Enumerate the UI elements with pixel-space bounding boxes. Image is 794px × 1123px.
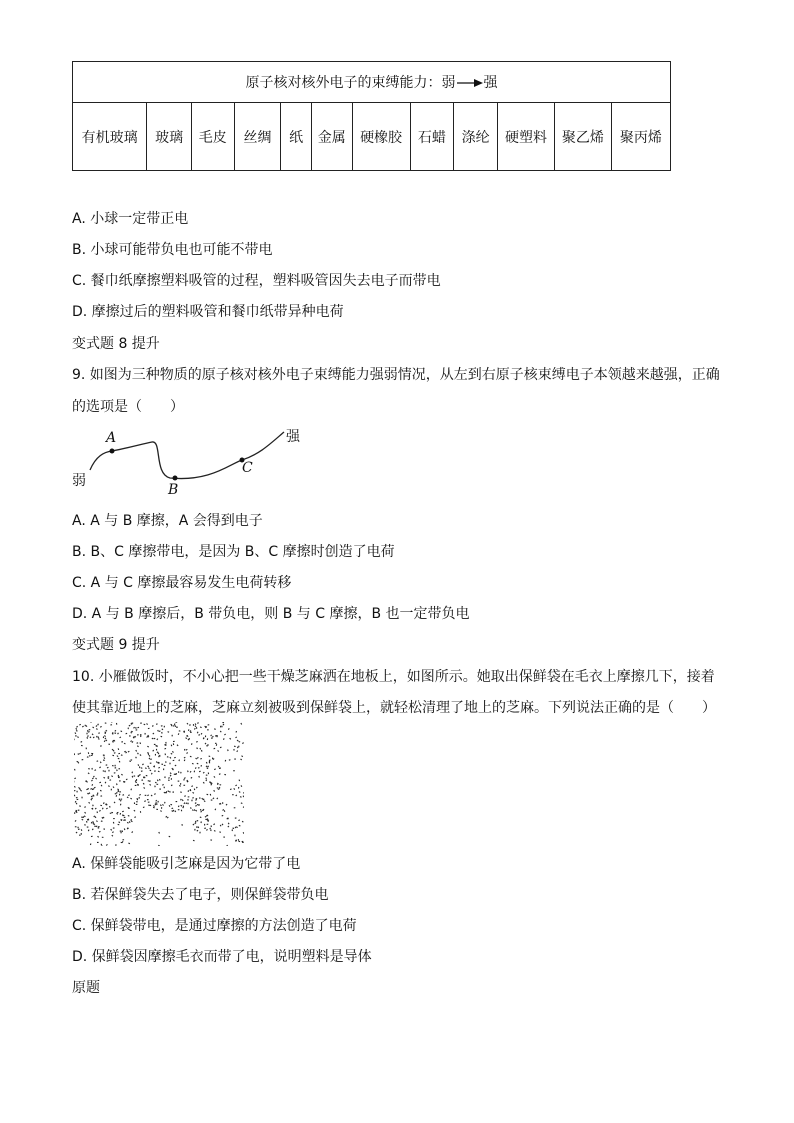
table-header <box>73 62 671 103</box>
binding-strength-figure <box>70 422 310 502</box>
material-cell: 金属 <box>311 103 352 171</box>
original-tag: 原题 <box>72 980 100 996</box>
point-a-marker <box>110 449 115 454</box>
point-c-label: C <box>242 460 253 476</box>
q8-option-d: D. 摩擦过后的塑料吸管和餐巾纸带异种电荷 <box>72 304 344 320</box>
material-cell: 涤纶 <box>454 103 498 171</box>
strong-label: 强 <box>286 429 300 445</box>
material-cell: 毛皮 <box>191 103 234 171</box>
q10-stem-line2: 使其靠近地上的芝麻，芝麻立刻被吸到保鲜袋上，就轻松清理了地上的芝麻。下列说法正确的是（ ） <box>72 700 716 716</box>
q10-option-a: A. 保鲜袋能吸引芝麻是因为它带了电 <box>72 856 301 872</box>
q10-option-c: C. 保鲜袋带电，是通过摩擦的方法创造了电荷 <box>72 918 357 934</box>
q8-option-a: A. 小球一定带正电 <box>72 211 189 227</box>
q9-option-a: A. A 与 B 摩擦，A 会得到电子 <box>72 513 263 529</box>
point-a-label: A <box>106 430 117 446</box>
variant-tag: 变式题 8 提升 <box>72 336 160 352</box>
q8-option-b: B. 小球可能带负电也可能不带电 <box>72 242 273 258</box>
q10-stem-line1: 10. 小雁做饭时，不小心把一些干燥芝麻洒在地板上，如图所示。她取出保鲜袋在毛衣上摩擦几下，接着 <box>72 669 715 685</box>
table-header-text: 原子核对核外电子的束缚能力：弱 <box>245 75 456 91</box>
sesame-photo <box>74 722 244 846</box>
q9-option-c: C. A 与 C 摩擦最容易发生电荷转移 <box>72 575 292 591</box>
material-cell: 丝绸 <box>234 103 281 171</box>
material-cell: 纸 <box>281 103 312 171</box>
material-cell: 石蜡 <box>410 103 454 171</box>
point-b-marker <box>173 476 178 481</box>
q9-option-b: B. B、C 摩擦带电，是因为 B、C 摩擦时创造了电荷 <box>72 544 395 560</box>
sesame-dots <box>74 722 244 846</box>
charging-series-table <box>72 61 671 171</box>
q10-option-d: D. 保鲜袋因摩擦毛衣而带了电，说明塑料是导体 <box>72 949 372 965</box>
table-header-end: 强 <box>483 75 498 91</box>
material-cell: 硬塑料 <box>497 103 554 171</box>
q9-option-d: D. A 与 B 摩擦后，B 带负电，则 B 与 C 摩擦，B 也一定带负电 <box>72 606 470 622</box>
q9-stem-line1: 9. 如图为三种物质的原子核对核外电子束缚能力强弱情况，从左到右原子核束缚电子本领越来越强，正确 <box>72 367 720 383</box>
q10-option-b: B. 若保鲜袋失去了电子，则保鲜袋带负电 <box>72 887 329 903</box>
material-cell: 聚乙烯 <box>554 103 611 171</box>
material-cell: 硬橡胶 <box>352 103 410 171</box>
variant-tag: 变式题 9 提升 <box>72 637 160 653</box>
point-b-label: B <box>168 482 179 498</box>
q8-option-c: C. 餐巾纸摩擦塑料吸管的过程，塑料吸管因失去电子而带电 <box>72 273 441 289</box>
weak-label: 弱 <box>72 473 86 489</box>
material-cell: 聚丙烯 <box>611 103 670 171</box>
arrow-right-icon <box>457 78 483 88</box>
material-cell: 有机玻璃 <box>73 103 147 171</box>
q9-stem-line2: 的选项是（ ） <box>72 399 184 415</box>
material-cell: 玻璃 <box>147 103 192 171</box>
